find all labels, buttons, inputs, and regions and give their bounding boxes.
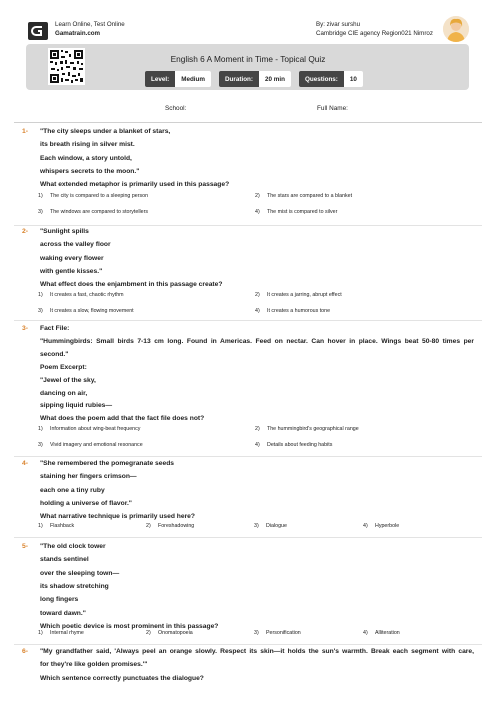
question-number: 4- <box>22 460 29 467</box>
question-number: 2- <box>22 228 29 235</box>
answer-option[interactable] <box>255 442 455 450</box>
option-number: 3) <box>38 308 43 314</box>
option-text: Alliteration <box>375 630 400 636</box>
answer-option[interactable] <box>38 292 238 300</box>
question-text-line: Each window, a story untold, <box>40 154 132 162</box>
option-text: Foreshadowing <box>158 523 195 529</box>
question-text-line: for they're like golden promises.'" <box>40 661 148 669</box>
question-text-line: Poem Excerpt: <box>40 363 87 371</box>
question-text-line: second." <box>40 350 69 358</box>
question-text-line: toward dawn." <box>40 609 86 617</box>
question-text-line: "Sunlight spills <box>40 228 89 235</box>
question-prompt: What extended metaphor is primarily used in this passage? <box>40 181 230 189</box>
question-text-line: whispers secrets to the moon." <box>40 167 140 175</box>
answer-option[interactable] <box>255 426 455 434</box>
questions-value: 10 <box>344 71 363 87</box>
option-text: Vivid imagery and emotional resonance <box>50 442 143 448</box>
school-field[interactable]: School: <box>165 105 187 112</box>
answer-option[interactable] <box>363 630 496 638</box>
option-number: 2) <box>255 292 260 298</box>
question-text-line: "The old clock tower <box>40 543 106 550</box>
question-text-line: staining her fingers crimson— <box>40 473 137 481</box>
option-number: 4) <box>255 442 260 448</box>
question-text-line: over the sleeping town— <box>40 569 120 577</box>
duration-value: 20 min <box>259 71 291 87</box>
question-divider <box>14 225 482 226</box>
answer-option[interactable] <box>255 308 455 316</box>
question-text-line: across the valley floor <box>40 241 111 249</box>
header-divider <box>14 122 482 123</box>
question-divider <box>14 456 482 457</box>
question-divider <box>14 320 482 321</box>
option-number: 4) <box>255 209 260 215</box>
option-text: It creates a humorous tone <box>267 308 331 314</box>
option-text: The hummingbird's geographical range <box>267 426 359 432</box>
level-pill <box>145 71 211 87</box>
questions-pill <box>299 71 363 87</box>
option-number: 2) <box>146 523 151 529</box>
question-prompt: Which poetic device is most prominent in this passage? <box>40 622 219 630</box>
questions-label: Questions: <box>299 71 344 87</box>
question-text-line: dancing on air, <box>40 389 88 397</box>
option-text: It creates a slow, flowing movement <box>50 308 134 314</box>
avatar <box>443 16 469 42</box>
question-text-line: Fact File: <box>40 325 70 332</box>
option-text: The mist is compared to silver <box>267 209 338 215</box>
question-prompt: What narrative technique is primarily used here? <box>40 513 195 521</box>
option-number: 4) <box>255 308 260 314</box>
answer-option[interactable] <box>38 426 238 434</box>
option-text: The city is compared to a sleeping person <box>50 193 149 199</box>
question-divider <box>14 537 482 538</box>
quiz-title: English 6 A Moment in Time - Topical Quiz <box>170 54 326 64</box>
duration-label: Duration: <box>219 71 259 87</box>
option-number: 1) <box>38 523 43 529</box>
option-text: Information about wing-beat frequency <box>50 426 141 432</box>
option-number: 4) <box>363 523 368 529</box>
option-text: Hyperbole <box>375 523 400 529</box>
question-prompt: What effect does the enjambment in this passage create? <box>40 281 223 289</box>
brand-tagline: Learn Online, Test Online <box>55 21 125 28</box>
gamatrain-logo-icon <box>28 22 48 40</box>
level-label: Level: <box>145 71 175 87</box>
question-text-line: its breath rising in silver mist. <box>40 141 135 149</box>
duration-pill <box>219 71 291 87</box>
answer-option[interactable] <box>38 442 238 450</box>
question-text-line: its shadow stretching <box>40 582 109 590</box>
question-text-line: "My grandfather said, 'Always peel an orange slowly. Respect its skin—it holds the sun's warmth. Break each segment with care, <box>40 648 474 655</box>
answer-option[interactable] <box>255 209 455 217</box>
question-text-line: "She remembered the pomegranate seeds <box>40 460 174 467</box>
question-text-line: stands sentinel <box>40 556 89 564</box>
option-text: Dialogue <box>266 523 287 529</box>
question-text-line: sipping liquid rubies— <box>40 402 113 410</box>
question-text-line: long fingers <box>40 596 79 604</box>
option-number: 3) <box>254 523 259 529</box>
option-number: 3) <box>38 442 43 448</box>
author-block <box>316 20 433 38</box>
question-prompt: Which sentence correctly punctuates the dialogue? <box>40 674 204 682</box>
question-number: 3- <box>22 325 29 332</box>
question-number: 1- <box>22 128 29 135</box>
answer-option[interactable] <box>363 523 496 531</box>
author-name: By: zivar surshu <box>316 21 361 28</box>
option-number: 2) <box>255 426 260 432</box>
answer-option[interactable] <box>38 193 238 201</box>
question-text-line: "Hummingbirds: Small birds 7-13 cm long. Found in Americas. Feed on nectar. Can hover in place. Wings beat 50-80 times per <box>40 337 474 345</box>
question-prompt: What does the poem add that the fact file does not? <box>40 415 205 423</box>
option-number: 1) <box>38 630 43 636</box>
question-text-line: each one a tiny ruby <box>40 486 105 494</box>
brand-block <box>55 20 125 38</box>
option-text: Internal rhyme <box>50 630 84 636</box>
option-text: It creates a jarring, abrupt effect <box>267 292 342 298</box>
full-name-field[interactable]: Full Name: <box>317 105 348 112</box>
option-number: 2) <box>146 630 151 636</box>
answer-option[interactable] <box>38 308 238 316</box>
question-text-line: "The city sleeps under a blanket of stars, <box>40 128 171 135</box>
author-org: Cambridge CIE agency Region021 Nimroz <box>316 30 433 37</box>
answer-option[interactable] <box>38 209 238 217</box>
option-number: 2) <box>255 193 260 199</box>
question-number: 6- <box>22 648 29 655</box>
answer-option[interactable] <box>255 292 455 300</box>
option-text: The stars are compared to a blanket <box>267 193 353 199</box>
option-number: 1) <box>38 426 43 432</box>
option-number: 1) <box>38 292 43 298</box>
question-text-line: with gentle kisses." <box>40 267 103 275</box>
option-number: 4) <box>363 630 368 636</box>
option-text: Details about feeding habits <box>267 442 333 448</box>
option-number: 3) <box>254 630 259 636</box>
question-text-line: holding a universe of flavor." <box>40 499 132 507</box>
level-value: Medium <box>175 71 211 87</box>
option-number: 3) <box>38 209 43 215</box>
question-number: 5- <box>22 543 29 550</box>
question-divider <box>14 644 482 645</box>
question-text-line: waking every flower <box>40 254 104 262</box>
option-number: 1) <box>38 193 43 199</box>
option-text: Onomatopoeia <box>158 630 193 636</box>
option-text: It creates a fast, chaotic rhythm <box>50 292 124 298</box>
option-text: Personification <box>266 630 301 636</box>
option-text: The windows are compared to storytellers <box>50 209 149 215</box>
answer-option[interactable] <box>255 193 455 201</box>
option-text: Flashback <box>50 523 75 529</box>
question-text-line: "Jewel of the sky, <box>40 376 96 384</box>
brand-site[interactable]: Gamatrain.com <box>55 30 101 37</box>
